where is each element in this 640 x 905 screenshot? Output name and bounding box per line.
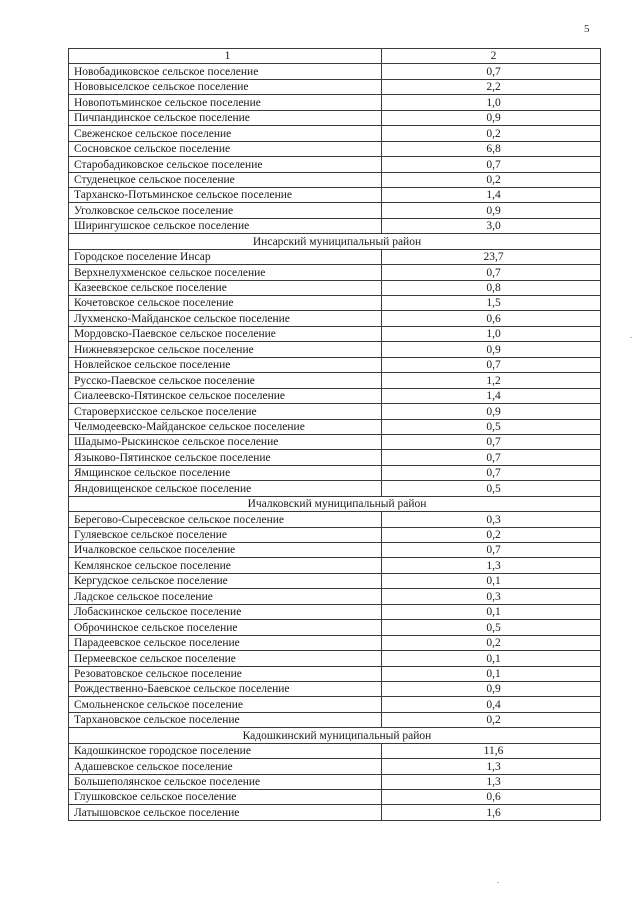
table-row (69, 681, 601, 696)
settlement-value: 23,7 (382, 249, 601, 264)
settlement-name: Кочетовское сельское поселение (69, 296, 382, 311)
settlement-value: 0,2 (382, 712, 601, 727)
settlement-name: Сиалеевско-Пятинское сельское поселение (69, 388, 382, 403)
settlement-name: Верхнелухменское сельское поселение (69, 265, 382, 280)
table-row (69, 373, 601, 388)
table-row (69, 280, 601, 295)
settlement-name: Ямщинское сельское поселение (69, 465, 382, 480)
settlement-name: Русско-Паевское сельское поселение (69, 373, 382, 388)
settlement-value: 1,4 (382, 187, 601, 202)
settlement-name: Мордовско-Паевское сельское поселение (69, 326, 382, 341)
settlement-value: 1,5 (382, 296, 601, 311)
settlement-name: Лухменско-Майданское сельское поселение (69, 311, 382, 326)
settlement-value: 0,7 (382, 357, 601, 372)
settlement-value: 1,0 (382, 95, 601, 110)
settlement-value: 1,3 (382, 774, 601, 789)
table-row (69, 203, 601, 218)
settlement-name: Новопотьминское сельское поселение (69, 95, 382, 110)
settlement-value: 0,1 (382, 651, 601, 666)
settlement-value: 0,7 (382, 64, 601, 79)
settlement-value: 0,5 (382, 419, 601, 434)
settlement-value: 0,8 (382, 280, 601, 295)
page-number: 5 (584, 23, 590, 35)
settlement-name: Берегово-Сыресевское сельское поселение (69, 512, 382, 527)
settlement-name: Ширингушское сельское поселение (69, 218, 382, 233)
table-row (69, 296, 601, 311)
settlement-name: Челмодеевско-Майданское сельское поселение (69, 419, 382, 434)
table-row (69, 342, 601, 357)
settlement-value: 0,1 (382, 604, 601, 619)
settlement-value: 11,6 (382, 743, 601, 758)
table-row (69, 620, 601, 635)
settlement-name: Большеполянское сельское поселение (69, 774, 382, 789)
settlement-value: 3,0 (382, 218, 601, 233)
settlement-value: 0,7 (382, 543, 601, 558)
table-row (69, 604, 601, 619)
table-row (69, 543, 601, 558)
section-title: Ичалковский муниципальный район (69, 496, 601, 511)
table-row (69, 172, 601, 187)
settlement-name: Лобаскинское сельское поселение (69, 604, 382, 619)
settlement-value: 0,3 (382, 589, 601, 604)
settlement-name: Парадеевское сельское поселение (69, 635, 382, 650)
settlement-value: 0,7 (382, 265, 601, 280)
table-row (69, 774, 601, 789)
table-row (69, 712, 601, 727)
settlement-value: 1,6 (382, 805, 601, 820)
table-row (69, 743, 601, 758)
table-row (69, 527, 601, 542)
table-row (69, 64, 601, 79)
section-row (69, 496, 601, 511)
settlement-name: Тархановское сельское поселение (69, 712, 382, 727)
settlement-name: Смольненское сельское поселение (69, 697, 382, 712)
table-row (69, 249, 601, 264)
settlement-value: 0,9 (382, 110, 601, 125)
table-body (69, 49, 601, 821)
section-title: Инсарский муниципальный район (69, 234, 601, 249)
table-row (69, 157, 601, 172)
settlement-value: 0,7 (382, 450, 601, 465)
settlement-name: Кергудское сельское поселение (69, 573, 382, 588)
table-row (69, 110, 601, 125)
table-row (69, 141, 601, 156)
settlement-name: Латышовское сельское поселение (69, 805, 382, 820)
settlement-value: 0,1 (382, 666, 601, 681)
settlement-value: 1,4 (382, 388, 601, 403)
table-row (69, 635, 601, 650)
settlement-name: Старобадиковское сельское поселение (69, 157, 382, 172)
settlement-value: 1,0 (382, 326, 601, 341)
table-row (69, 187, 601, 202)
settlement-value: 1,3 (382, 558, 601, 573)
settlement-name: Новобадиковское сельское поселение (69, 64, 382, 79)
settlement-value: 0,5 (382, 620, 601, 635)
table-row (69, 326, 601, 341)
settlement-name: Гуляевское сельское поселение (69, 527, 382, 542)
settlement-value: 0,7 (382, 157, 601, 172)
settlement-value: 0,9 (382, 203, 601, 218)
table-row (69, 79, 601, 94)
settlement-name: Кадошкинское городское поселение (69, 743, 382, 758)
table-row (69, 388, 601, 403)
scan-speck (630, 337, 632, 338)
settlement-name: Студенецкое сельское поселение (69, 172, 382, 187)
table-row (69, 265, 601, 280)
settlement-value: 0,9 (382, 404, 601, 419)
table-row (69, 805, 601, 820)
column-header-2: 2 (382, 49, 601, 64)
settlement-value: 0,4 (382, 697, 601, 712)
settlement-name: Резоватовское сельское поселение (69, 666, 382, 681)
section-row (69, 728, 601, 743)
settlement-name: Новлейское сельское поселение (69, 357, 382, 372)
settlement-name: Адашевское сельское поселение (69, 759, 382, 774)
settlement-value: 6,8 (382, 141, 601, 156)
table-row (69, 666, 601, 681)
section-title: Кадошкинский муниципальный район (69, 728, 601, 743)
scan-speck (497, 882, 499, 883)
table-row (69, 465, 601, 480)
settlement-value: 0,3 (382, 512, 601, 527)
settlement-name: Языково-Пятинское сельское поселение (69, 450, 382, 465)
settlement-value: 0,2 (382, 635, 601, 650)
settlement-name: Нововыселское сельское поселение (69, 79, 382, 94)
table-row (69, 218, 601, 233)
settlement-value: 0,5 (382, 481, 601, 496)
table-row (69, 759, 601, 774)
settlement-name: Пичпандинское сельское поселение (69, 110, 382, 125)
table-row (69, 589, 601, 604)
table-row (69, 311, 601, 326)
settlement-name: Пермеевское сельское поселение (69, 651, 382, 666)
settlement-name: Уголковское сельское поселение (69, 203, 382, 218)
settlement-name: Оброчинское сельское поселение (69, 620, 382, 635)
settlement-value: 0,9 (382, 681, 601, 696)
settlement-value: 0,6 (382, 790, 601, 805)
table-row (69, 481, 601, 496)
settlement-value: 0,2 (382, 527, 601, 542)
settlement-name: Тарханско-Потьминское сельское поселение (69, 187, 382, 202)
table-row (69, 126, 601, 141)
settlement-value: 1,2 (382, 373, 601, 388)
settlement-name: Шадымо-Рыскинское сельское поселение (69, 434, 382, 449)
settlement-name: Глушковское сельское поселение (69, 790, 382, 805)
settlement-name: Староверхисское сельское поселение (69, 404, 382, 419)
settlement-name: Городское поселение Инсар (69, 249, 382, 264)
column-header-1: 1 (69, 49, 382, 64)
settlement-value: 0,9 (382, 342, 601, 357)
settlement-value: 0,6 (382, 311, 601, 326)
settlement-name: Рождественно-Баевское сельское поселение (69, 681, 382, 696)
settlement-name: Казеевское сельское поселение (69, 280, 382, 295)
settlement-name: Нижневязерское сельское поселение (69, 342, 382, 357)
table-row (69, 573, 601, 588)
settlement-name: Кемлянское сельское поселение (69, 558, 382, 573)
table-row (69, 419, 601, 434)
table-row (69, 450, 601, 465)
settlement-name: Ладское сельское поселение (69, 589, 382, 604)
table-row (69, 790, 601, 805)
settlement-value: 1,3 (382, 759, 601, 774)
settlement-value: 0,1 (382, 573, 601, 588)
settlement-name: Сосновское сельское поселение (69, 141, 382, 156)
table-row (69, 404, 601, 419)
table-row (69, 558, 601, 573)
settlement-name: Свеженское сельское поселение (69, 126, 382, 141)
settlement-value: 0,7 (382, 465, 601, 480)
settlement-name: Яндовищенское сельское поселение (69, 481, 382, 496)
table-row (69, 651, 601, 666)
table-row (69, 512, 601, 527)
settlement-value: 0,2 (382, 172, 601, 187)
table-row (69, 95, 601, 110)
table-row (69, 697, 601, 712)
data-table (68, 48, 601, 821)
table-header-row (69, 49, 601, 64)
table-row (69, 434, 601, 449)
table-row (69, 357, 601, 372)
section-row (69, 234, 601, 249)
settlement-name: Ичалковское сельское поселение (69, 543, 382, 558)
settlement-value: 0,7 (382, 434, 601, 449)
settlement-value: 2,2 (382, 79, 601, 94)
settlement-value: 0,2 (382, 126, 601, 141)
